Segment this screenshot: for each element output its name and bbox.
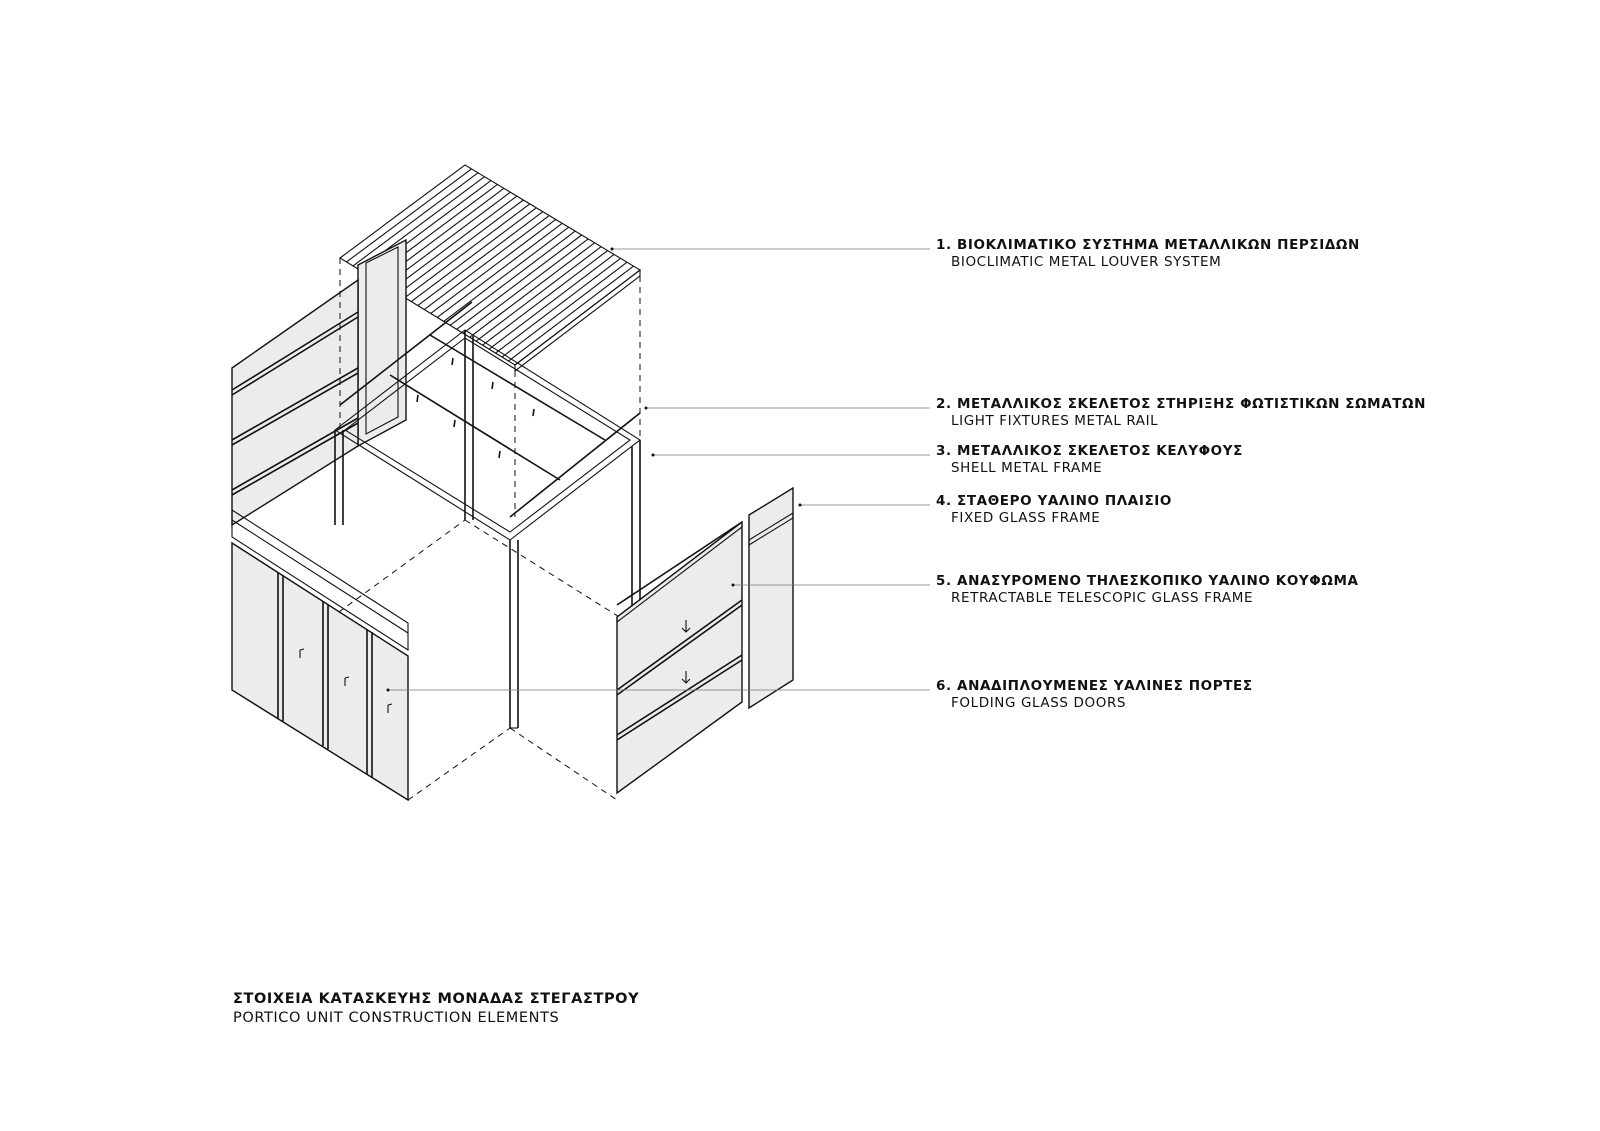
legend-item-3-english: SHELL METAL FRAME bbox=[951, 460, 1103, 476]
louver-slat bbox=[411, 208, 536, 302]
drawing-caption bbox=[233, 990, 639, 1028]
legend-item-2 bbox=[936, 396, 1426, 430]
legend-item-1 bbox=[936, 237, 1360, 271]
louver-slat bbox=[483, 251, 608, 346]
legend-item-5-greek: 5. ΑΝΑΣΥΡΟΜΕΝΟ ΤΗΛΕΣΚΟΠΙΚΟ ΥΑΛΙΝΟ ΚΟΥΦΩΜΑ bbox=[936, 573, 1359, 589]
folding-glass-doors bbox=[232, 510, 408, 800]
legend-item-4-greek: 4. ΣΤΑΘΕΡΟ ΥΑΛΙΝΟ ΠΛΑΙΣΙΟ bbox=[936, 493, 1172, 509]
louver-slat bbox=[353, 173, 478, 266]
legend-item-1-english: BIOCLIMATIC METAL LOUVER SYSTEM bbox=[951, 254, 1222, 270]
louver-slat bbox=[437, 223, 562, 317]
legend-item-1-greek: 1. ΒΙΟΚΛΙΜΑΤΙΚΟ ΣΥΣΤΗΜΑ ΜΕΤΑΛΛΙΚΩΝ ΠΕΡΣΙΔΩΝ bbox=[936, 237, 1360, 253]
louver-slat bbox=[444, 227, 569, 321]
louver-slat bbox=[457, 235, 582, 329]
legend-item-3 bbox=[936, 443, 1243, 477]
louver-slat bbox=[450, 231, 575, 325]
legend-item-6 bbox=[936, 678, 1253, 712]
legend-item-4-english: FIXED GLASS FRAME bbox=[951, 510, 1101, 526]
legend-item-2-greek: 2. ΜΕΤΑΛΛΙΚΟΣ ΣΚΕΛΕΤΟΣ ΣΤΗΡΙΞΗΣ ΦΩΤΙΣΤΙΚΩΝ ΣΩΜΑΤΩΝ bbox=[936, 396, 1427, 412]
caption-english: PORTICO UNIT CONSTRUCTION ELEMENTS bbox=[233, 1010, 560, 1026]
louver-slat bbox=[392, 196, 517, 290]
legend-item-2-english: LIGHT FIXTURES METAL RAIL bbox=[951, 413, 1159, 429]
light-fixture bbox=[452, 358, 453, 365]
legend-item-3-greek: 3. ΜΕΤΑΛΛΙΚΟΣ ΣΚΕΛΕΤΟΣ ΚΕΛΥΦΟΥΣ bbox=[936, 443, 1243, 459]
louver-slat bbox=[502, 262, 627, 357]
louver-slat bbox=[489, 254, 614, 349]
legend-item-4 bbox=[936, 493, 1172, 527]
telescopic-glass-frame-left bbox=[232, 280, 358, 525]
louver-slat bbox=[346, 169, 471, 262]
light-fixture bbox=[533, 409, 534, 416]
louver-slat bbox=[431, 219, 556, 313]
light-fixture bbox=[417, 395, 418, 402]
caption-greek: ΣΤΟΙΧΕΙΑ ΚΑΤΑΣΚΕΥΗΣ ΜΟΝΑΔΑΣ ΣΤΕΓΑΣΤΡΟΥ bbox=[233, 991, 640, 1007]
telescopic-glass-frame-right bbox=[617, 522, 742, 793]
legend-item-6-english: FOLDING GLASS DOORS bbox=[951, 695, 1127, 711]
louver-slat bbox=[405, 204, 530, 298]
light-fixture bbox=[492, 382, 493, 389]
louver-slat bbox=[509, 266, 634, 361]
legend-item-5 bbox=[936, 573, 1359, 607]
light-fixture bbox=[454, 420, 455, 427]
louver-slat bbox=[470, 243, 595, 337]
louver-slat bbox=[398, 200, 523, 294]
light-fixture bbox=[499, 451, 500, 458]
louver-slat bbox=[463, 239, 588, 333]
legend-item-6-greek: 6. ΑΝΑΔΙΠΛΟΥΜΕΝΕΣ ΥΑΛΙΝΕΣ ΠΟΡΤΕΣ bbox=[936, 678, 1253, 694]
fixed-glass-frame-right bbox=[749, 488, 793, 708]
louver-slat bbox=[424, 216, 549, 310]
legend-item-5-english: RETRACTABLE TELESCOPIC GLASS FRAME bbox=[951, 590, 1254, 606]
louver-slat bbox=[418, 212, 543, 306]
louver-slat bbox=[476, 247, 601, 342]
